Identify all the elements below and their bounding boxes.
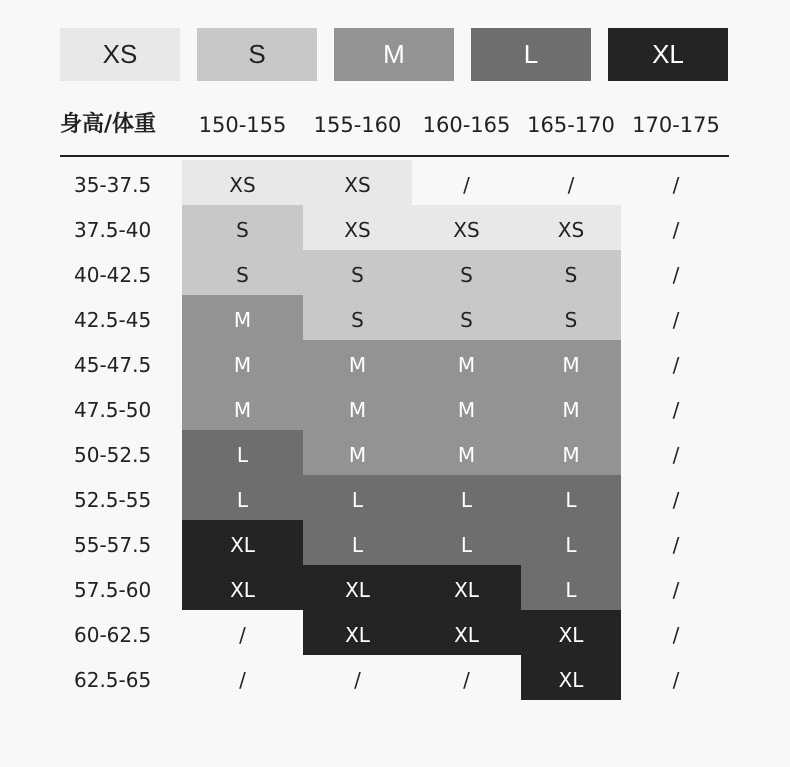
size-legend	[60, 28, 728, 81]
size-cell: XL	[412, 565, 521, 610]
size-cell: /	[463, 668, 470, 692]
table-row	[60, 565, 730, 610]
weight-label: 42.5-45	[74, 308, 152, 332]
size-cell: L	[521, 475, 621, 520]
table-row	[60, 520, 730, 565]
size-cell: /	[672, 443, 680, 467]
legend-xs: XS	[60, 28, 180, 81]
size-cell: M	[521, 340, 621, 385]
size-cell: M	[412, 340, 521, 385]
size-cell: /	[672, 668, 680, 692]
column-header: 165-170	[527, 113, 615, 137]
size-cell: /	[672, 398, 680, 422]
size-cell: /	[672, 173, 680, 197]
size-cell: XS	[303, 160, 412, 205]
weight-label: 37.5-40	[74, 218, 152, 242]
size-cell: /	[463, 173, 470, 197]
size-cell: /	[239, 623, 246, 647]
weight-label: 60-62.5	[74, 623, 152, 647]
weight-label: 55-57.5	[74, 533, 152, 557]
size-cell: L	[412, 475, 521, 520]
size-cell: L	[521, 520, 621, 565]
weight-label: 52.5-55	[74, 488, 152, 512]
table-row	[60, 205, 730, 250]
header-divider	[60, 155, 729, 157]
table-row	[60, 655, 730, 700]
size-cell: M	[521, 385, 621, 430]
column-header: 155-160	[313, 113, 402, 137]
size-cell: /	[672, 263, 680, 287]
size-cell: S	[182, 205, 303, 250]
weight-label: 35-37.5	[74, 173, 152, 197]
header-label: 身高/体重	[60, 112, 157, 137]
table-row	[60, 385, 730, 430]
size-cell: S	[303, 295, 412, 340]
size-cell: XL	[303, 565, 412, 610]
size-cell: /	[672, 308, 680, 332]
size-cell: XS	[412, 205, 521, 250]
size-cell: XL	[521, 655, 621, 700]
size-cell: XS	[521, 205, 621, 250]
size-cell: S	[521, 295, 621, 340]
column-header: 150-155	[198, 113, 287, 137]
size-cell: L	[303, 475, 412, 520]
size-cell: S	[303, 250, 412, 295]
weight-label: 45-47.5	[74, 353, 152, 377]
size-cell: S	[412, 295, 521, 340]
table-header	[60, 105, 730, 145]
table-row	[60, 160, 730, 205]
size-cell: XL	[412, 610, 521, 655]
size-cell: M	[182, 385, 303, 430]
size-cell: L	[182, 430, 303, 475]
size-cell: M	[412, 430, 521, 475]
table-row	[60, 610, 730, 655]
weight-label: 57.5-60	[74, 578, 152, 602]
legend-s: S	[197, 28, 317, 81]
size-cell: XL	[303, 610, 412, 655]
size-cell: L	[412, 520, 521, 565]
size-cell: /	[354, 668, 361, 692]
size-cell: L	[303, 520, 412, 565]
table-row	[60, 430, 730, 475]
size-cell: M	[182, 295, 303, 340]
column-header: 160-165	[422, 113, 511, 137]
size-cell: XL	[521, 610, 621, 655]
size-cell: M	[303, 385, 412, 430]
size-cell: L	[182, 475, 303, 520]
size-cell: M	[303, 430, 412, 475]
size-cell: /	[239, 668, 246, 692]
size-cell: /	[672, 353, 680, 377]
legend-xl: XL	[608, 28, 728, 81]
table-row	[60, 295, 730, 340]
size-cell: M	[303, 340, 412, 385]
weight-label: 40-42.5	[74, 263, 152, 287]
weight-label: 50-52.5	[74, 443, 152, 467]
size-cell: XL	[182, 520, 303, 565]
weight-label: 47.5-50	[74, 398, 152, 422]
size-cell: /	[672, 578, 680, 602]
size-cell: L	[521, 565, 621, 610]
size-cell: S	[182, 250, 303, 295]
size-cell: /	[672, 533, 680, 557]
size-cell: /	[672, 623, 680, 647]
size-cell: M	[182, 340, 303, 385]
legend-m: M	[334, 28, 454, 81]
size-cell: M	[412, 385, 521, 430]
size-cell: XS	[182, 160, 303, 205]
size-cell: /	[567, 173, 575, 197]
table-row	[60, 475, 730, 520]
size-cell: XL	[182, 565, 303, 610]
size-cell: S	[412, 250, 521, 295]
table-row	[60, 250, 730, 295]
size-cell: M	[521, 430, 621, 475]
table-row	[60, 340, 730, 385]
size-cell: /	[672, 218, 680, 242]
size-cell: XS	[303, 205, 412, 250]
column-header: 170-175	[632, 113, 720, 137]
weight-label: 62.5-65	[74, 668, 152, 692]
size-cell: /	[672, 488, 680, 512]
legend-l: L	[471, 28, 591, 81]
size-cell: S	[521, 250, 621, 295]
